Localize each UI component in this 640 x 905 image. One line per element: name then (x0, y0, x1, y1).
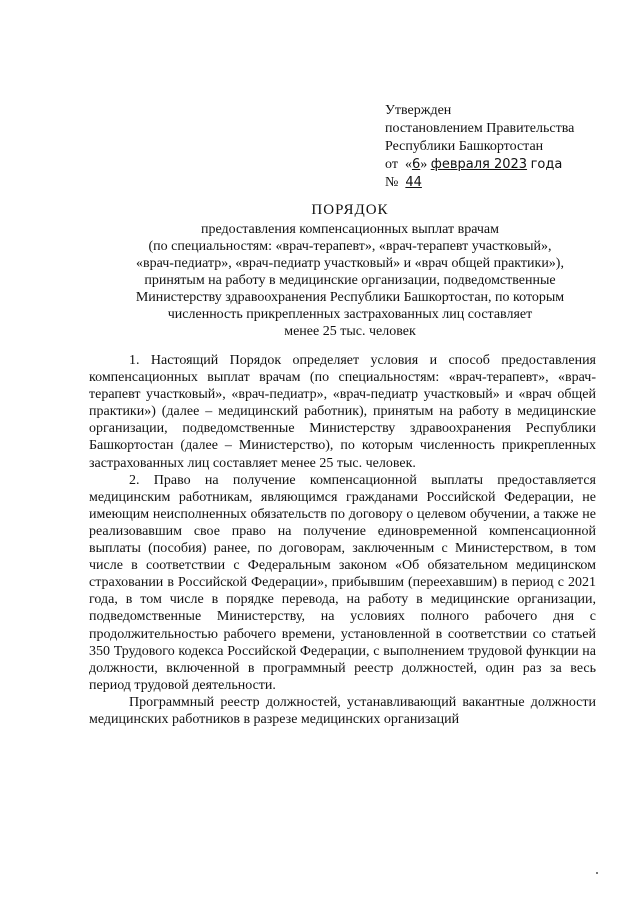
day-open: « (404, 157, 412, 172)
approval-line-2: постановлением Правительства (385, 121, 575, 136)
number-prefix: № (385, 175, 399, 190)
paragraph-2: 2. Право на получение компенсационной выплаты предоставляется медицинским работникам, являющимся гражданами Российской Федерации, не имеющим неисполненных обязательств по договору о целевом обучении, а также не реализовавшим свое право на получение единовременной компенсационной выплаты (пособия) ранее, по договорам, заключенным с Министерством, в том числе в соответствии с Федеральным законом «Об обязательном медицинском страховании в Российской Федерации», прибывшим (переехавшим) в период с 2021 года, в том числе в порядке перевода, на работу в медицинские организации, подведомственные Министерству, на условиях полного рабочего дня с продолжительностью рабочего времени, установленной в соответствии со статьей 350 Трудового кодекса Российской Федерации, с выполнением трудовой функции на должности, включенной в программный реестр должностей, один раз за весь период трудовой деятельности. (89, 472, 596, 693)
title-line: принятым на работу в медицинские организации, подведомственные (144, 273, 556, 288)
title-line: (по специальностям: «врач-терапевт», «врач-терапевт участковый», (148, 239, 552, 254)
scan-speck (596, 872, 598, 874)
paragraph-3: Программный реестр должностей, устанавливающий вакантные должности медицинских работников в разрезе медицинских организаций (89, 694, 596, 727)
approval-date (385, 156, 574, 174)
title-line: предоставления компенсационных выплат врачам (201, 222, 499, 237)
title-main: ПОРЯДОК (311, 202, 389, 218)
approval-line-3: Республики Башкортостан (385, 139, 544, 154)
date-prefix: от (385, 157, 398, 172)
title-line: Министерству здравоохранения Республики Башкортостан, по которым (135, 290, 565, 305)
approval-number (385, 174, 574, 192)
approval-line-1: Утвержден (385, 103, 452, 118)
title-line: «врач-педиатр», «врач-педиатр участковый» и «врач общей практики»), (136, 256, 564, 271)
title-line: менее 25 тыс. человек (284, 324, 416, 339)
approval-stamp (385, 102, 574, 192)
day-close: » (420, 157, 428, 172)
approval-month-year: февраля 2023 (430, 157, 528, 172)
title-line: численность прикрепленных застрахованных лиц составляет (167, 307, 533, 322)
approval-number-value: 44 (405, 175, 422, 190)
paragraph-1: 1. Настоящий Порядок определяет условия и способ предоставления компенсационных выплат врачам (по специальностям: «врач-терапевт», «врач-терапевт участковый», «врач-педиатр», «врач-педиатр участковый» и «врач общей практики») (далее – медицинский работник), принятым на работу в медицинские организации, подведомственные Министерству здравоохранения Республики Башкортостан (далее – Министерство), по которым численность прикрепленных застрахованных лиц составляет менее 25 тыс. человек. (89, 353, 596, 471)
document-body (89, 352, 596, 728)
document-title (90, 202, 610, 340)
approval-day: 6 (411, 157, 421, 172)
approval-year-suffix: года (530, 157, 563, 172)
